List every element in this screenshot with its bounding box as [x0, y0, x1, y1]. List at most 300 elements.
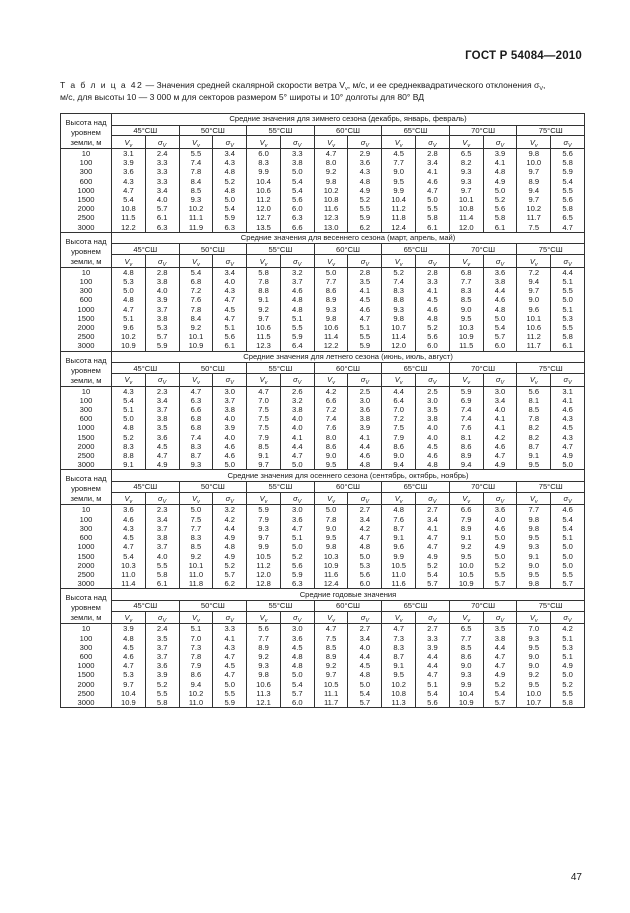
sigma-value-cell: 2.7 [416, 624, 450, 634]
sigma-symbol: σ [293, 375, 298, 385]
sigma-value-cell: 5.2 [348, 195, 382, 204]
v-symbol: V [259, 375, 265, 385]
v-value-cell: 9.8 [314, 177, 348, 186]
v-value-cell: 10.2 [179, 204, 213, 213]
latitude-header: 45°СШ [112, 125, 180, 136]
sigma-value-cell: 4.5 [348, 661, 382, 670]
v-symbol-sub: v [129, 261, 133, 268]
v-value-cell: 10.4 [247, 177, 281, 186]
height-cell: 3000 [61, 698, 112, 708]
sigma-value-cell: 3.4 [348, 515, 382, 524]
v-value-cell: 9.3 [449, 177, 483, 186]
sigma-symbol: σ [293, 494, 298, 504]
sigma-value-cell: 3.3 [145, 167, 179, 176]
sigma-value-cell: 3.8 [145, 314, 179, 323]
sigma-value-cell: 5.8 [145, 698, 179, 708]
sigma-value-cell: 5.5 [280, 323, 314, 332]
sigma-value-cell: 4.1 [348, 286, 382, 295]
sigma-value-cell: 5.9 [348, 213, 382, 222]
height-cell: 10 [61, 386, 112, 396]
sigma-value-cell: 6.5 [551, 213, 585, 222]
v-value-cell: 9.4 [517, 277, 551, 286]
season-table [60, 588, 585, 708]
table-row [61, 314, 585, 323]
sigma-value-cell: 5.6 [416, 332, 450, 341]
sigma-value-cell: 6.1 [416, 223, 450, 233]
v-symbol: V [529, 375, 535, 385]
v-value-cell: 5.4 [112, 396, 146, 405]
v-value-cell: 4.7 [112, 305, 146, 314]
sigma-value-cell: 3.8 [280, 158, 314, 167]
sigma-value-cell: 5.8 [551, 698, 585, 708]
v-symbol-header [112, 255, 146, 268]
table-row [61, 451, 585, 460]
height-cell: 1500 [61, 670, 112, 679]
sigma-symbol-sub: V [297, 380, 302, 387]
v-symbol-sub: v [264, 142, 268, 149]
v-value-cell: 4.5 [382, 149, 416, 159]
sigma-value-cell: 5.9 [280, 570, 314, 579]
v-symbol: V [529, 256, 535, 266]
sigma-symbol: σ [360, 137, 366, 147]
sigma-value-cell: 4.1 [213, 634, 247, 643]
sigma-symbol-sub: V [568, 499, 572, 505]
sigma-value-cell: 5.0 [551, 542, 585, 551]
sigma-value-cell: 5.1 [416, 680, 450, 689]
v-value-cell: 4.3 [112, 524, 146, 533]
sigma-value-cell: 5.5 [348, 332, 382, 341]
sigma-symbol-sub: V [230, 142, 234, 149]
v-value-cell: 9.7 [112, 680, 146, 689]
v-symbol-header [247, 136, 281, 149]
v-value-cell: 9.6 [112, 323, 146, 332]
sigma-value-cell: 3.7 [145, 405, 179, 414]
v-symbol-sub: v [399, 499, 403, 505]
v-symbol: V [394, 137, 400, 147]
v-value-cell: 9.7 [247, 314, 281, 323]
v-value-cell: 10.7 [517, 698, 551, 708]
sigma-value-cell: 5.0 [551, 295, 585, 304]
sigma-value-cell: 5.0 [483, 533, 517, 542]
sigma-symbol: σ [563, 612, 568, 622]
v-symbol-header [382, 255, 416, 268]
sigma-value-cell: 3.0 [416, 396, 450, 405]
v-value-cell: 7.7 [247, 634, 281, 643]
v-symbol: V [394, 256, 400, 266]
sigma-value-cell: 3.2 [280, 396, 314, 405]
v-value-cell: 8.7 [382, 524, 416, 533]
sigma-value-cell: 4.9 [483, 670, 517, 679]
sigma-symbol-sub: V [365, 142, 369, 149]
sigma-value-cell: 4.6 [348, 305, 382, 314]
v-value-cell: 10.2 [179, 689, 213, 698]
v-value-cell: 11.6 [314, 204, 348, 213]
v-symbol-sub: v [264, 499, 268, 505]
sigma-value-cell: 3.0 [483, 386, 517, 396]
sigma-symbol: σ [428, 375, 433, 385]
v-value-cell: 7.7 [314, 277, 348, 286]
table-row [61, 689, 585, 698]
height-cell: 3000 [61, 460, 112, 470]
v-value-cell: 10.8 [112, 204, 146, 213]
latitude-header: 65°СШ [382, 600, 450, 611]
v-value-cell: 7.4 [382, 277, 416, 286]
sigma-value-cell: 3.3 [416, 634, 450, 643]
sigma-value-cell: 4.6 [483, 295, 517, 304]
sigma-value-cell: 4.4 [280, 442, 314, 451]
v-symbol-header [449, 374, 483, 387]
sigma-value-cell: 5.5 [145, 561, 179, 570]
v-value-cell: 9.0 [382, 167, 416, 176]
v-value-cell: 7.0 [247, 396, 281, 405]
sigma-value-cell: 5.8 [416, 213, 450, 222]
sigma-symbol-header [416, 374, 450, 387]
sigma-symbol: σ [225, 375, 231, 385]
v-symbol: V [394, 612, 400, 622]
sigma-symbol-header [348, 611, 382, 624]
v-value-cell: 11.2 [517, 332, 551, 341]
v-value-cell: 9.9 [449, 680, 483, 689]
sigma-symbol: σ [225, 494, 231, 504]
v-symbol: V [192, 612, 198, 622]
sigma-value-cell: 5.9 [551, 167, 585, 176]
sigma-value-cell: 5.5 [145, 689, 179, 698]
sigma-value-cell: 2.5 [348, 386, 382, 396]
sigma-value-cell: 4.6 [213, 451, 247, 460]
v-symbol-sub: v [534, 380, 538, 387]
height-cell: 1500 [61, 552, 112, 561]
latitude-header: 70°СШ [449, 482, 517, 493]
v-value-cell: 10.9 [449, 579, 483, 589]
sigma-value-cell: 5.4 [280, 680, 314, 689]
v-value-cell: 9.3 [179, 460, 213, 470]
sigma-symbol-header [145, 374, 179, 387]
sigma-value-cell: 2.3 [145, 386, 179, 396]
v-symbol-sub: v [534, 261, 538, 268]
v-value-cell: 11.1 [314, 689, 348, 698]
v-value-cell: 10.2 [517, 204, 551, 213]
table-row [61, 698, 585, 708]
v-symbol: V [124, 256, 130, 266]
v-value-cell: 9.1 [247, 451, 281, 460]
sigma-value-cell: 4.8 [213, 542, 247, 551]
sigma-value-cell: 4.7 [145, 451, 179, 460]
v-symbol-header [517, 136, 551, 149]
document-code: ГОСТ Р 54084—2010 [465, 50, 582, 62]
sigma-value-cell: 3.8 [483, 634, 517, 643]
sigma-symbol: σ [158, 494, 163, 504]
v-value-cell: 9.0 [517, 652, 551, 661]
height-column-header: Высота над уровнем земли, м [61, 232, 112, 267]
height-cell: 300 [61, 643, 112, 652]
sigma-value-cell: 5.4 [280, 177, 314, 186]
sigma-value-cell: 4.4 [551, 267, 585, 277]
sigma-value-cell: 3.4 [416, 515, 450, 524]
v-value-cell: 8.3 [179, 442, 213, 451]
v-value-cell: 4.7 [247, 386, 281, 396]
v-value-cell: 7.8 [179, 652, 213, 661]
latitude-header: 60°СШ [314, 125, 382, 136]
latitude-header: 45°СШ [112, 482, 180, 493]
v-value-cell: 8.2 [449, 158, 483, 167]
sigma-value-cell: 4.5 [416, 295, 450, 304]
height-cell: 10 [61, 624, 112, 634]
sigma-symbol-sub: V [162, 617, 167, 624]
table-row [61, 661, 585, 670]
v-value-cell: 10.3 [449, 323, 483, 332]
sigma-symbol-header [213, 611, 247, 624]
height-cell: 2500 [61, 689, 112, 698]
height-column-header: Высота над уровнем земли, м [61, 114, 112, 149]
v-value-cell: 9.5 [314, 533, 348, 542]
sigma-value-cell: 5.1 [280, 533, 314, 542]
sigma-value-cell: 6.0 [483, 341, 517, 351]
v-value-cell: 11.7 [517, 341, 551, 351]
v-value-cell: 9.5 [517, 680, 551, 689]
table-row [61, 323, 585, 332]
v-symbol: V [124, 375, 130, 385]
v-value-cell: 12.0 [449, 223, 483, 233]
sigma-value-cell: 5.2 [483, 195, 517, 204]
table-row [61, 643, 585, 652]
sigma-value-cell: 5.5 [551, 186, 585, 195]
sigma-value-cell: 4.6 [280, 286, 314, 295]
sigma-value-cell: 4.7 [483, 652, 517, 661]
v-value-cell: 8.5 [314, 643, 348, 652]
v-value-cell: 8.5 [179, 542, 213, 551]
sigma-symbol-header [213, 255, 247, 268]
sigma-value-cell: 5.2 [145, 680, 179, 689]
v-value-cell: 12.0 [247, 570, 281, 579]
v-value-cell: 11.4 [314, 332, 348, 341]
v-value-cell: 3.9 [112, 624, 146, 634]
latitude-header: 75°СШ [517, 600, 585, 611]
sigma-value-cell: 6.0 [416, 341, 450, 351]
v-symbol-header [314, 611, 348, 624]
sigma-value-cell: 4.9 [551, 451, 585, 460]
v-value-cell: 9.3 [247, 661, 281, 670]
v-value-cell: 8.9 [517, 177, 551, 186]
sigma-value-cell: 6.1 [483, 223, 517, 233]
v-value-cell: 11.1 [179, 213, 213, 222]
sigma-symbol-sub: V [230, 380, 234, 387]
sigma-symbol: σ [495, 256, 501, 266]
v-value-cell: 9.1 [382, 533, 416, 542]
v-value-cell: 10.4 [449, 689, 483, 698]
sigma-value-cell: 4.9 [483, 177, 517, 186]
sigma-symbol-sub: V [500, 499, 505, 505]
v-symbol-header [179, 611, 213, 624]
sigma-value-cell: 4.8 [213, 167, 247, 176]
height-cell: 600 [61, 652, 112, 661]
sigma-value-cell: 4.8 [280, 661, 314, 670]
sigma-value-cell: 3.6 [348, 158, 382, 167]
v-value-cell: 8.9 [449, 524, 483, 533]
sigma-value-cell: 5.8 [145, 570, 179, 579]
v-value-cell: 5.1 [112, 314, 146, 323]
sigma-value-cell: 3.0 [348, 396, 382, 405]
v-value-cell: 11.2 [247, 561, 281, 570]
sigma-symbol-sub: V [162, 380, 167, 387]
v-value-cell: 9.7 [247, 460, 281, 470]
v-symbol-header [517, 255, 551, 268]
sigma-symbol-sub: V [568, 261, 572, 268]
v-value-cell: 12.3 [314, 213, 348, 222]
height-cell: 1500 [61, 433, 112, 442]
v-value-cell: 7.6 [449, 423, 483, 432]
sigma-value-cell: 4.5 [280, 643, 314, 652]
v-symbol-header [247, 611, 281, 624]
height-cell: 1000 [61, 423, 112, 432]
sigma-value-cell: 4.5 [213, 305, 247, 314]
sigma-symbol-sub: V [365, 499, 369, 505]
sigma-symbol-header [280, 611, 314, 624]
table-row [61, 515, 585, 524]
v-value-cell: 9.8 [517, 579, 551, 589]
sigma-symbol-sub: V [500, 380, 505, 387]
v-value-cell: 11.3 [247, 689, 281, 698]
sigma-value-cell: 5.2 [213, 177, 247, 186]
sigma-value-cell: 5.7 [348, 698, 382, 708]
season-table [60, 351, 585, 471]
sigma-value-cell: 5.1 [551, 634, 585, 643]
sigma-value-cell: 3.9 [145, 670, 179, 679]
table-row [61, 204, 585, 213]
v-value-cell: 10.1 [517, 314, 551, 323]
sigma-value-cell: 2.4 [145, 624, 179, 634]
v-value-cell: 4.7 [314, 149, 348, 159]
v-value-cell: 11.4 [112, 579, 146, 589]
v-value-cell: 4.7 [382, 624, 416, 634]
v-value-cell: 10.2 [112, 332, 146, 341]
latitude-header: 60°СШ [314, 482, 382, 493]
v-value-cell: 9.4 [179, 680, 213, 689]
sigma-symbol-sub: V [568, 142, 572, 149]
sigma-value-cell: 3.9 [213, 423, 247, 432]
v-symbol-sub: v [129, 380, 133, 387]
v-value-cell: 5.6 [247, 624, 281, 634]
v-value-cell: 7.5 [179, 515, 213, 524]
sigma-value-cell: 5.6 [483, 204, 517, 213]
v-symbol: V [192, 137, 198, 147]
sigma-value-cell: 3.4 [145, 515, 179, 524]
v-value-cell: 10.1 [179, 332, 213, 341]
sigma-symbol: σ [563, 494, 569, 504]
v-value-cell: 9.1 [382, 661, 416, 670]
sigma-value-cell: 4.0 [213, 414, 247, 423]
sigma-value-cell: 3.5 [145, 423, 179, 432]
v-value-cell: 8.8 [112, 451, 146, 460]
latitude-header: 65°СШ [382, 244, 450, 255]
v-value-cell: 11.0 [179, 698, 213, 708]
sigma-symbol-sub: V [500, 142, 505, 149]
sigma-symbol-header [145, 255, 179, 268]
section-title: Средние значения для летнего сезона (июнь, июль, август) [112, 351, 585, 363]
sigma-value-cell: 3.7 [145, 643, 179, 652]
sigma-value-cell: 4.8 [348, 460, 382, 470]
sigma-value-cell: 3.3 [213, 624, 247, 634]
sigma-value-cell: 2.8 [145, 267, 179, 277]
sigma-value-cell: 5.8 [483, 213, 517, 222]
sigma-value-cell: 5.4 [213, 204, 247, 213]
v-value-cell: 9.6 [382, 542, 416, 551]
v-value-cell: 10.8 [314, 195, 348, 204]
v-value-cell: 12.1 [247, 698, 281, 708]
sigma-value-cell: 5.2 [483, 680, 517, 689]
v-symbol: V [462, 256, 468, 266]
v-value-cell: 9.3 [247, 524, 281, 533]
height-cell: 600 [61, 177, 112, 186]
v-symbol-sub: v [129, 499, 133, 505]
v-value-cell: 8.6 [314, 286, 348, 295]
sigma-value-cell: 5.2 [280, 552, 314, 561]
sigma-symbol-header [416, 136, 450, 149]
v-value-cell: 9.5 [314, 460, 348, 470]
caption-text-1: — Значения средней скалярной скорости ветра V [143, 80, 345, 90]
v-value-cell: 7.5 [517, 223, 551, 233]
sigma-value-cell: 3.8 [145, 277, 179, 286]
v-value-cell: 7.7 [449, 634, 483, 643]
sigma-value-cell: 5.6 [280, 195, 314, 204]
v-value-cell: 13.0 [314, 223, 348, 233]
v-value-cell: 3.6 [112, 167, 146, 176]
sigma-value-cell: 4.7 [416, 186, 450, 195]
v-value-cell: 5.4 [112, 552, 146, 561]
sigma-value-cell: 5.2 [213, 561, 247, 570]
sigma-value-cell: 4.6 [416, 177, 450, 186]
sigma-value-cell: 4.0 [213, 277, 247, 286]
sigma-value-cell: 5.5 [551, 286, 585, 295]
sigma-value-cell: 5.5 [416, 204, 450, 213]
v-value-cell: 6.8 [179, 277, 213, 286]
v-value-cell: 7.4 [449, 405, 483, 414]
height-cell: 600 [61, 295, 112, 304]
sigma-value-cell: 5.2 [483, 561, 517, 570]
sigma-value-cell: 5.0 [280, 460, 314, 470]
v-symbol-header [314, 136, 348, 149]
sigma-value-cell: 4.2 [213, 515, 247, 524]
sigma-value-cell: 3.4 [145, 186, 179, 195]
sigma-value-cell: 4.2 [348, 524, 382, 533]
sigma-value-cell: 3.7 [145, 652, 179, 661]
sigma-value-cell: 6.2 [348, 223, 382, 233]
v-symbol-header [382, 611, 416, 624]
sigma-value-cell: 3.2 [213, 505, 247, 515]
height-cell: 100 [61, 396, 112, 405]
sigma-value-cell: 3.6 [483, 505, 517, 515]
sigma-value-cell: 6.3 [280, 579, 314, 589]
v-value-cell: 5.4 [112, 195, 146, 204]
v-value-cell: 7.9 [247, 433, 281, 442]
sigma-value-cell: 4.5 [145, 442, 179, 451]
v-value-cell: 11.4 [382, 332, 416, 341]
latitude-header: 75°СШ [517, 244, 585, 255]
sigma-value-cell: 3.9 [348, 423, 382, 432]
sigma-symbol-header [280, 255, 314, 268]
sigma-symbol-sub: V [432, 617, 437, 624]
v-value-cell: 7.8 [314, 515, 348, 524]
height-cell: 300 [61, 405, 112, 414]
sigma-value-cell: 5.5 [213, 689, 247, 698]
sigma-value-cell: 3.6 [483, 267, 517, 277]
v-symbol-sub: v [467, 499, 471, 505]
height-cell: 10 [61, 149, 112, 159]
sigma-value-cell: 5.4 [416, 689, 450, 698]
sigma-symbol: σ [495, 612, 501, 622]
v-value-cell: 10.0 [517, 689, 551, 698]
v-symbol-sub: v [332, 142, 335, 149]
page-number: 47 [570, 872, 582, 883]
